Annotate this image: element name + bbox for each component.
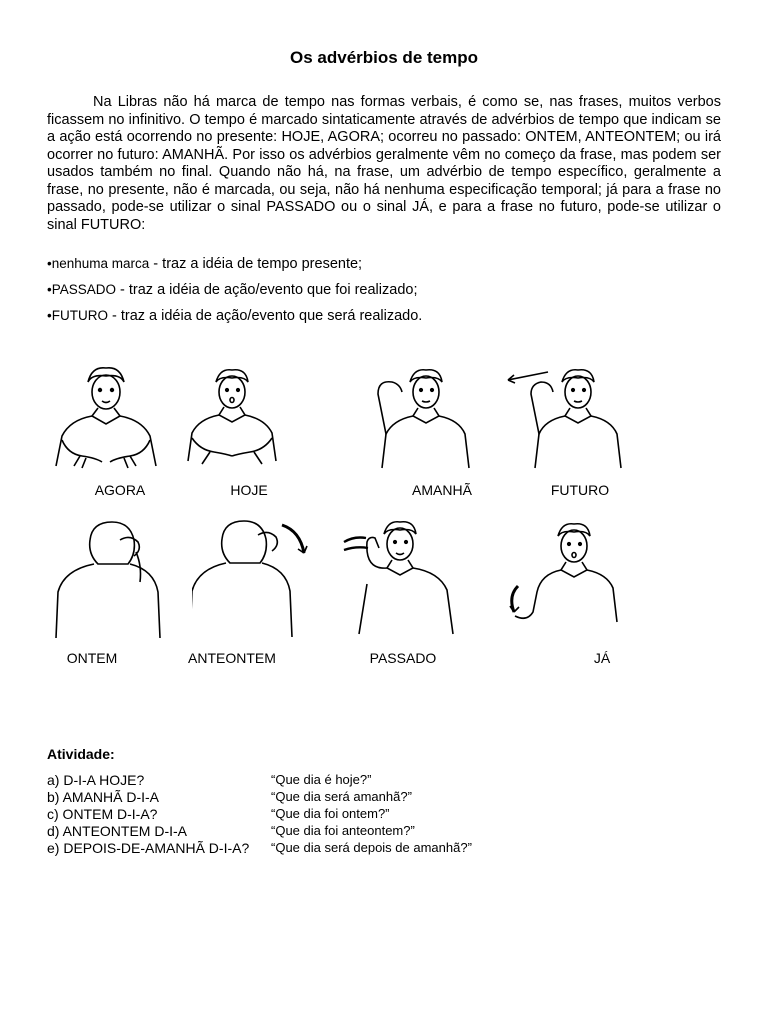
activity-heading: Atividade: [47,746,115,762]
bullet-item-present [47,256,362,272]
sign-caption-ontem: ONTEM [66,650,118,666]
activity-item [47,823,727,840]
page-title: Os advérbios de tempo [290,48,478,67]
bullet-item-future [47,308,422,324]
bullet-item-past [47,282,417,298]
activity-answer: “Que dia é hoje?” [271,772,372,787]
sign-illustration-amanha [368,362,480,474]
sign-caption-futuro: FUTURO [550,482,610,498]
activity-answer: “Que dia foi ontem?” [271,806,390,821]
activity-item [47,772,727,789]
sign-illustration-agora [50,360,160,475]
bullet-term: •PASSADO [47,282,116,297]
activity-item [47,840,727,857]
sign-caption-anteontem: ANTEONTEM [188,650,276,666]
sign-illustration-anteontem [192,505,314,642]
sign-caption-ja: JÁ [593,650,611,666]
activity-question: a) D-I-A HOJE? [47,772,145,788]
activity-answer: “Que dia será amanhã?” [271,789,412,804]
activity-answer: “Que dia foi anteontem?” [271,823,415,838]
activity-answer: “Que dia será depois de amanhã?” [271,840,472,855]
bullet-term: •nenhuma marca [47,256,150,271]
activity-item [47,806,727,823]
sign-illustration-ja [504,516,632,642]
sign-caption-hoje: HOJE [230,482,268,498]
sign-caption-agora: AGORA [94,482,146,498]
bullet-description: - traz a idéia de ação/evento que será realizado. [107,308,423,324]
activity-question: c) ONTEM D-I-A? [47,806,158,822]
sign-caption-amanha: AMANHÃ [412,482,472,498]
bullet-description: - traz a idéia de tempo presente; [149,256,363,272]
sign-illustration-passado [340,514,468,642]
activity-question: e) DEPOIS-DE-AMANHÃ D-I-A? [47,840,250,856]
activity-question: d) ANTEONTEM D-I-A [47,823,188,839]
activity-question: b) AMANHÃ D-I-A [47,789,160,805]
sign-illustration-hoje [182,362,282,474]
bullet-description: - traz a idéia de ação/evento que foi realizado; [116,282,418,298]
sign-illustration-ontem [50,512,162,642]
sign-caption-passado: PASSADO [369,650,437,666]
sign-illustration-futuro [500,362,630,474]
bullet-term: •FUTURO [47,308,108,323]
activity-item [47,789,727,806]
intro-paragraph: Na Libras não há marca de tempo nas formas verbais, é como se, nas frases, muitos verbos ficassem no infinitivo. O tempo é marcado sintaticamente através de advérbios de tempo que indicam se a ação está ocorrendo no presente: HOJE, AGORA; ocorreu no passado: ONTEM, ANTEONTEM; ou irá ocorrer no futuro: AMANHÃ. Por isso os advérbios geralmente vêm no começo da frase, mas podem ser usados também no final. Quando não há, na frase, um advérbio de tempo específico, geralmente a frase, no presente, não é marcada, ou seja, não há nenhuma especificação temporal; já para a frase no passado, pode-se utilizar o sinal PASSADO ou o sinal JÁ, e para a frase no futuro, pode-se utilizar o sinal FUTURO: [47,94,721,233]
